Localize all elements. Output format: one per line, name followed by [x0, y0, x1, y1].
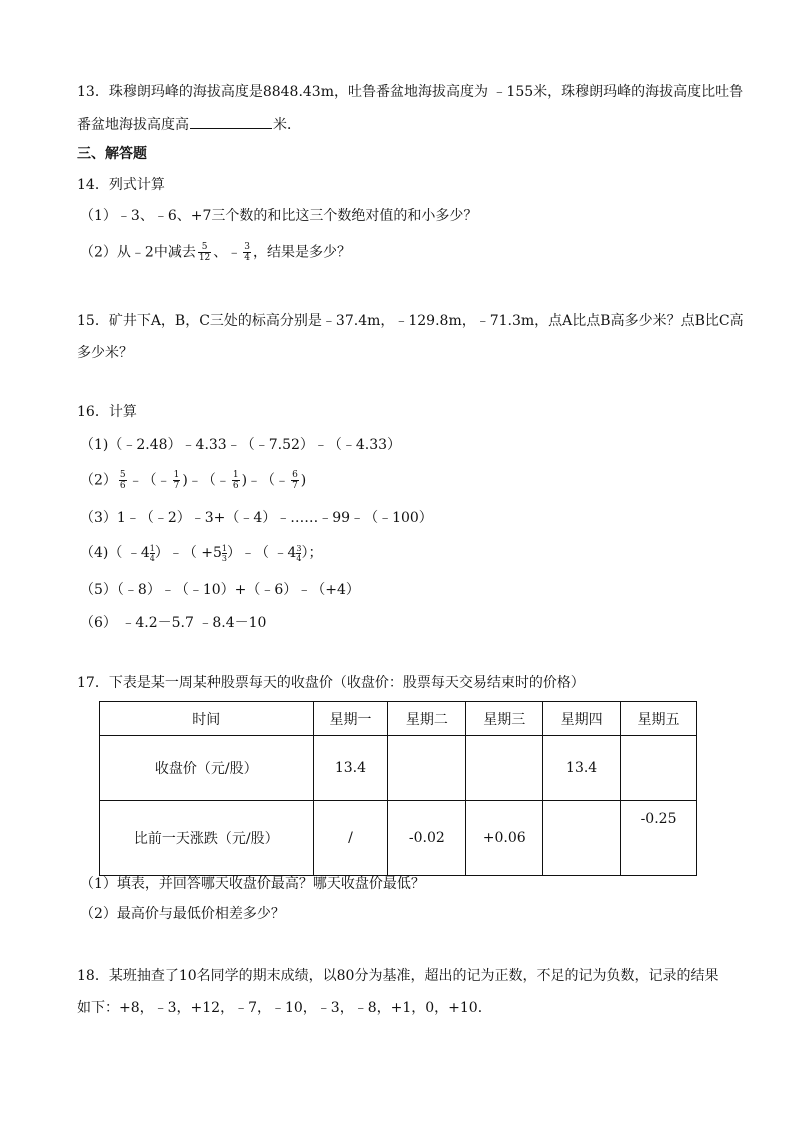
- q16-part1: （1)（﹣2.48）﹣4.33﹣（﹣7.52）﹣（﹣4.33）: [80, 437, 402, 453]
- fraction-numerator: 5: [198, 242, 211, 253]
- q16-part4: [80, 543, 322, 563]
- table-cell: +0.06: [466, 801, 543, 876]
- q14-part2-text-a: （2）从﹣2中减去: [80, 244, 196, 261]
- fraction-numerator: 3: [296, 543, 302, 553]
- q16-part3: （3）1﹣（﹣2）﹣3+（﹣4）﹣……﹣99﹣（﹣100）: [80, 510, 433, 526]
- table-cell: 收盘价（元/股）: [100, 736, 314, 801]
- fraction-denominator: 12: [198, 253, 211, 263]
- table-cell: 13.4: [543, 736, 621, 801]
- table-cell: -0.02: [388, 801, 466, 876]
- q16-part6: （6） ﹣4.2－5.7 ﹣8.4－10: [80, 615, 267, 631]
- table-cell: /: [313, 801, 388, 876]
- q16-part5: （5）（﹣8）﹣（﹣10）+（﹣6）﹣（+4）: [80, 582, 360, 598]
- q18-line1: 18．某班抽查了10名同学的期末成绩，以80分为基准，超出的记为正数，不足的记为负数，记录的结果: [77, 968, 719, 984]
- fraction-numerator: 1: [149, 543, 155, 553]
- fraction-denominator: 4: [296, 553, 302, 563]
- fraction-numerator: 6: [292, 470, 298, 480]
- fraction: [291, 470, 299, 491]
- table-header-cell: 星期四: [543, 702, 621, 736]
- q17-part1: （1）填表，并回答哪天收盘价最高？哪天收盘价最低？: [80, 876, 425, 892]
- fraction-numerator: 5: [119, 470, 126, 480]
- q14-part2-text-b: ，结果是多少？: [253, 244, 352, 261]
- q16-part4-text: ）﹣（ +5: [154, 545, 222, 561]
- table-cell: -0.25: [621, 801, 697, 876]
- fraction: [232, 470, 240, 491]
- fraction-denominator: 3: [221, 553, 228, 563]
- q16-part2-sep: ): [300, 472, 307, 489]
- table-header-cell: 星期三: [466, 702, 543, 736]
- fraction: [119, 470, 127, 491]
- fraction-denominator: 7: [173, 481, 180, 491]
- table-row: [100, 801, 697, 876]
- q18-line2: 如下：+8，﹣3，+12，﹣7，﹣10，﹣3，﹣8，+1，0，+10．: [77, 1000, 492, 1016]
- q16-part2-sep: )﹣（﹣: [241, 472, 290, 489]
- q16-part2: [80, 470, 306, 491]
- table-header-cell: 时间: [100, 702, 314, 736]
- q13-line2-text-b: 米．: [273, 117, 301, 133]
- table-cell: 比前一天涨跌（元/股）: [100, 801, 314, 876]
- section-heading-answers: 三、解答题: [77, 146, 147, 162]
- fraction-denominator: 6: [119, 481, 126, 491]
- q17-title: 17．下表是某一周某种股票每天的收盘价（收盘价：股票每天交易结束时的价格）: [77, 675, 585, 691]
- q17-part2: （2）最高价与最低价相差多少？: [80, 906, 285, 922]
- q14-title: 14．列式计算: [77, 177, 165, 193]
- table-cell[interactable]: [621, 736, 697, 801]
- table-cell[interactable]: [388, 736, 466, 801]
- fraction-numerator: 1: [173, 470, 180, 480]
- q14-part2-text-mid: 、﹣: [213, 244, 242, 261]
- table-header-cell: 星期二: [388, 702, 466, 736]
- fraction-denominator: 4: [244, 253, 251, 263]
- q16-part2-label: （2）: [80, 472, 117, 489]
- fraction-denominator: 6: [232, 481, 239, 491]
- q16-part4-text: ）﹣（ ﹣4: [227, 545, 297, 561]
- q16-part2-sep: )﹣（﹣: [182, 472, 230, 489]
- table-row: [100, 736, 697, 801]
- fraction: [243, 242, 251, 263]
- table-cell: 13.4: [313, 736, 388, 801]
- table-header-cell: 星期五: [621, 702, 697, 736]
- q13-answer-blank[interactable]: [190, 114, 272, 129]
- q16-part4-text: （4)（ ﹣4: [80, 545, 150, 561]
- fraction-denominator: 4: [149, 553, 155, 563]
- stock-price-table: [99, 701, 697, 876]
- q14-part2: [80, 242, 351, 263]
- table-header-cell: 星期一: [313, 702, 388, 736]
- q16-part2-sep: ﹣（﹣: [128, 472, 171, 489]
- fraction-numerator: 1: [221, 543, 228, 553]
- q14-part1: （1）﹣3、﹣6、+7三个数的和比这三个数绝对值的和小多少？: [80, 208, 478, 224]
- fraction-numerator: 3: [244, 242, 251, 252]
- table-cell[interactable]: [543, 801, 621, 876]
- q13-line2-text-a: 番盆地海拔高度高: [77, 117, 189, 133]
- q15-line2: 多少米？: [77, 345, 133, 361]
- table-header-row: [100, 702, 697, 736]
- fraction-denominator: 7: [292, 481, 298, 491]
- table-cell[interactable]: [466, 736, 543, 801]
- fraction-numerator: 1: [232, 470, 239, 480]
- q13-line2: [77, 114, 301, 135]
- fraction: [198, 242, 211, 263]
- q16-part4-text: ）；: [301, 545, 323, 561]
- q16-title: 16．计算: [77, 404, 137, 420]
- fraction: [173, 470, 181, 491]
- q15-line1: 15．矿井下A，B，C三处的标高分别是﹣37.4m，﹣129.8m，﹣71.3m，点A比点B高多少米？点B比C高: [77, 313, 744, 329]
- q13-line1: 13．珠穆朗玛峰的海拔高度是8848.43m，吐鲁番盆地海拔高度为 ﹣155米，珠穆朗玛峰的海拔高度比吐鲁: [77, 84, 744, 100]
